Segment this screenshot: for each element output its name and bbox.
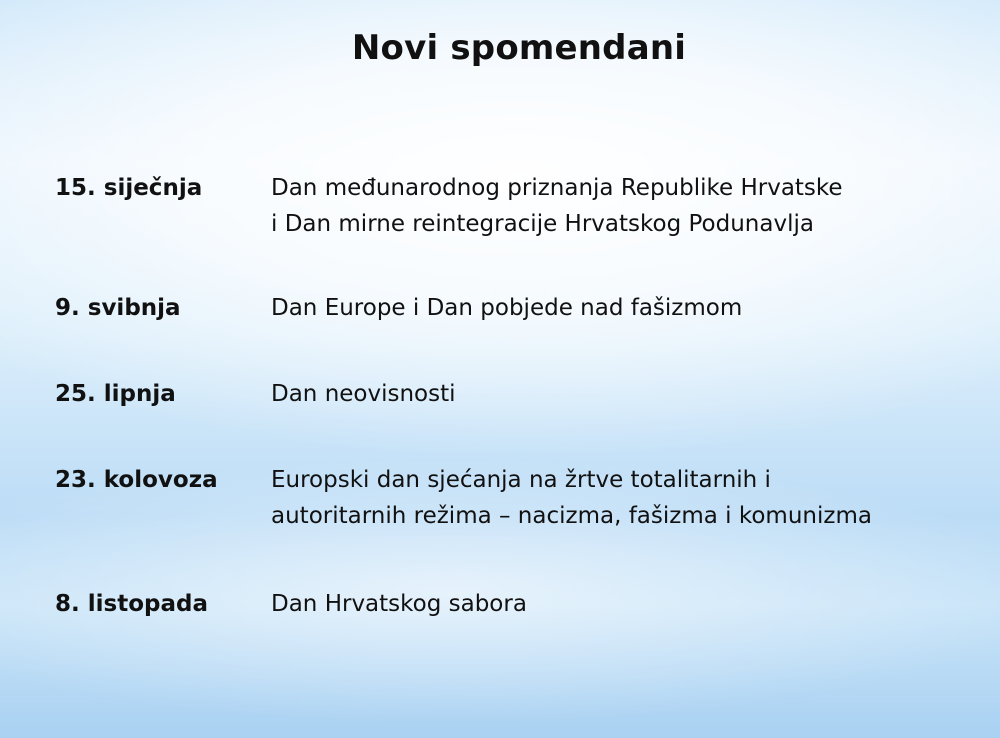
entry-description [271,586,971,622]
entry-description-line: Dan Europe i Dan pobjede nad fašizmom [271,295,743,321]
entry-description [271,170,971,242]
entry-description [271,290,971,326]
slide-title: Novi spomendani [351,28,687,68]
entry-date: 25. lipnja [55,381,176,407]
entry-description-line: Dan međunarodnog priznanja Republike Hrvatske [271,175,843,201]
entry-date: 9. svibnja [55,295,181,321]
entry-date: 23. kolovoza [55,467,218,493]
entry-date: 15. siječnja [55,175,203,201]
entry-description-line: i Dan mirne reintegracije Hrvatskog Podunavlja [271,211,814,237]
entry-description-line: Europski dan sjećanja na žrtve totalitarnih i [271,467,771,493]
entry-description [271,462,971,534]
entry-description [271,376,971,412]
entry-date: 8. listopada [55,591,208,617]
entry-description-line: Dan Hrvatskog sabora [271,591,527,617]
entry-description-line: Dan neovisnosti [271,381,456,407]
entry-description-line: autoritarnih režima – nacizma, fašizma i komunizma [271,503,872,529]
